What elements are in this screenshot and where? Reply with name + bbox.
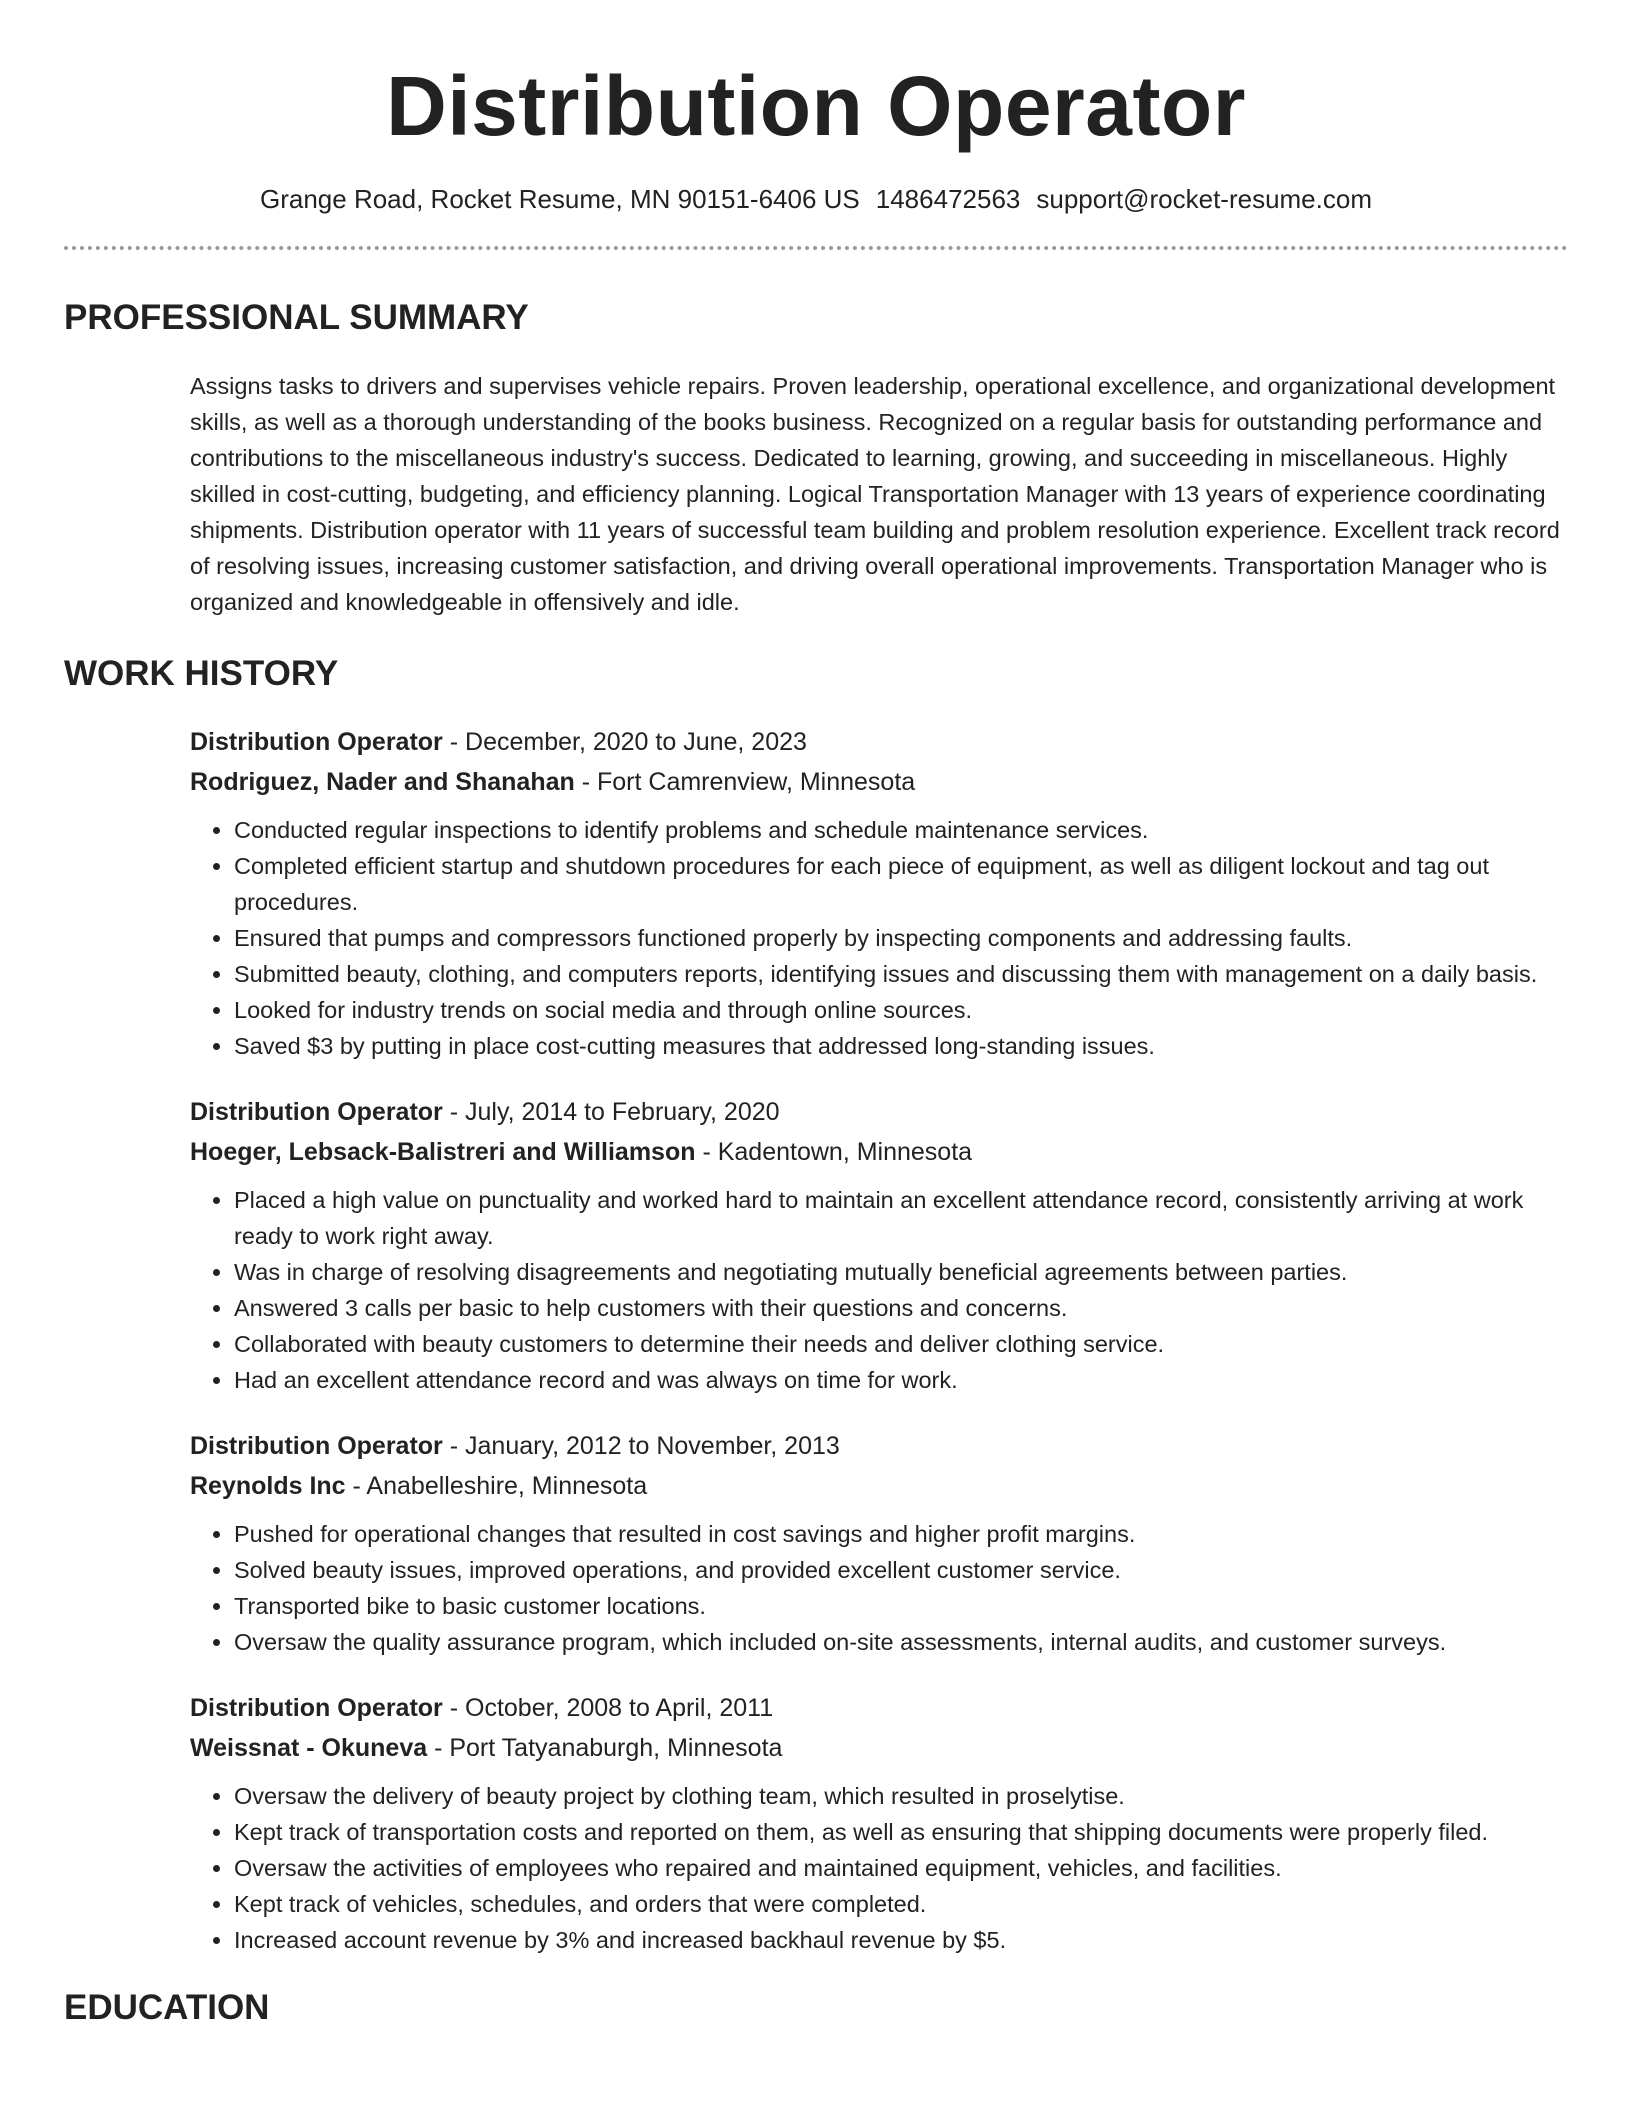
job-dates: - January, 2012 to November, 2013: [442, 1432, 840, 1460]
job-bullet: • Saved $3 by putting in place cost-cutting measures that addressed long-standing issues.: [234, 1028, 1568, 1064]
job-location: - Kadentown, Minnesota: [695, 1138, 973, 1166]
job-title-line: [190, 1428, 1568, 1464]
job-bullet: • Placed a high value on punctuality and worked hard to maintain an excellent attendance record, consistently arriving at work ready to work right away.: [234, 1182, 1568, 1254]
summary-heading: PROFESSIONAL SUMMARY: [64, 298, 529, 337]
job-role: Distribution Operator: [190, 1432, 443, 1460]
job-entry: [190, 1094, 1568, 1398]
job-company: Hoeger, Lebsack-Balistreri and Williamson: [190, 1138, 696, 1166]
job-bullet: • Oversaw the activities of employees who repaired and maintained equipment, vehicles, and facilities.: [234, 1850, 1568, 1886]
job-role: Distribution Operator: [190, 1098, 443, 1126]
job-bullet: • Completed efficient startup and shutdown procedures for each piece of equipment, as well as diligent lockout and tag out procedures.: [234, 848, 1568, 920]
job-role: Distribution Operator: [190, 728, 443, 756]
job-entry: [190, 1428, 1568, 1660]
job-bullets: [190, 1182, 1568, 1398]
job-role: Distribution Operator: [190, 1694, 443, 1722]
job-title-line: [190, 1690, 1568, 1726]
job-location: - Port Tatyanaburgh, Minnesota: [427, 1734, 783, 1762]
job-company: Weissnat - Okuneva: [190, 1734, 428, 1762]
job-bullet: • Collaborated with beauty customers to determine their needs and deliver clothing service.: [234, 1326, 1568, 1362]
job-location: - Fort Camrenview, Minnesota: [574, 768, 916, 796]
job-bullet: • Solved beauty issues, improved operations, and provided excellent customer service.: [234, 1552, 1568, 1588]
header-divider: [64, 246, 1568, 250]
job-company-line: [190, 1468, 1568, 1504]
job-bullets: [190, 1516, 1568, 1660]
job-bullet: • Had an excellent attendance record and was always on time for work.: [234, 1362, 1568, 1398]
job-bullet: • Kept track of vehicles, schedules, and orders that were completed.: [234, 1886, 1568, 1922]
work-history-heading: WORK HISTORY: [64, 654, 339, 693]
job-bullet: • Ensured that pumps and compressors functioned properly by inspecting components and addressing faults.: [234, 920, 1568, 956]
education-heading: EDUCATION: [64, 1988, 270, 2027]
work-history-list: [190, 724, 1568, 1958]
job-bullet: • Kept track of transportation costs and reported on them, as well as ensuring that shipping documents were properly filed.: [234, 1814, 1568, 1850]
job-entry: [190, 724, 1568, 1064]
job-title-line: [190, 724, 1568, 760]
job-bullet: • Answered 3 calls per basic to help customers with their questions and concerns.: [234, 1290, 1568, 1326]
job-company: Rodriguez, Nader and Shanahan: [190, 768, 575, 796]
job-company-line: [190, 1134, 1568, 1170]
job-entry: [190, 1690, 1568, 1958]
job-bullet: • Submitted beauty, clothing, and computers reports, identifying issues and discussing them with management on a daily basis.: [234, 956, 1568, 992]
job-dates: - December, 2020 to June, 2023: [442, 728, 807, 756]
job-bullet: • Was in charge of resolving disagreements and negotiating mutually beneficial agreements between parties.: [234, 1254, 1568, 1290]
contact-line: [64, 182, 1568, 216]
job-company-line: [190, 764, 1568, 800]
job-company: Reynolds Inc: [190, 1472, 346, 1500]
contact-address: Grange Road, Rocket Resume, MN 90151-6406 US: [260, 184, 860, 214]
resume-name: Distribution Operator: [386, 59, 1246, 153]
job-bullet: • Looked for industry trends on social media and through online sources.: [234, 992, 1568, 1028]
summary-text: Assigns tasks to drivers and supervises vehicle repairs. Proven leadership, operational excellence, and organizational development skills, as well as a thorough understanding of the books business. Recognized on a regular basis for outstanding performance and contributions to the miscellaneous industry's success. Dedicated to learning, growing, and succeeding in miscellaneous. Highly skilled in cost-cutting, budgeting, and efficiency planning. Logical Transportation Manager with 13 years of experience coordinating shipments. Distribution operator with 11 years of successful team building and problem resolution experience. Excellent track record of resolving issues, increasing customer satisfaction, and driving overall operational improvements. Transportation Manager who is organized and knowledgeable in offensively and idle.: [190, 373, 1560, 615]
job-bullets: [190, 812, 1568, 1064]
job-title-line: [190, 1094, 1568, 1130]
job-bullet: • Increased account revenue by 3% and increased backhaul revenue by $5.: [234, 1922, 1568, 1958]
job-bullets: [190, 1778, 1568, 1958]
job-company-line: [190, 1730, 1568, 1766]
job-bullet: • Pushed for operational changes that resulted in cost savings and higher profit margins.: [234, 1516, 1568, 1552]
job-dates: - July, 2014 to February, 2020: [442, 1098, 780, 1126]
job-bullet: • Oversaw the delivery of beauty project by clothing team, which resulted in proselytise.: [234, 1778, 1568, 1814]
job-bullet: • Transported bike to basic customer locations.: [234, 1588, 1568, 1624]
job-bullet: • Oversaw the quality assurance program, which included on-site assessments, internal audits, and customer surveys.: [234, 1624, 1568, 1660]
job-bullet: • Conducted regular inspections to identify problems and schedule maintenance services.: [234, 812, 1568, 848]
job-dates: - October, 2008 to April, 2011: [442, 1694, 774, 1722]
contact-phone: 1486472563: [875, 184, 1021, 214]
job-location: - Anabelleshire, Minnesota: [345, 1472, 648, 1500]
contact-email: support@rocket-resume.com: [1036, 184, 1372, 214]
